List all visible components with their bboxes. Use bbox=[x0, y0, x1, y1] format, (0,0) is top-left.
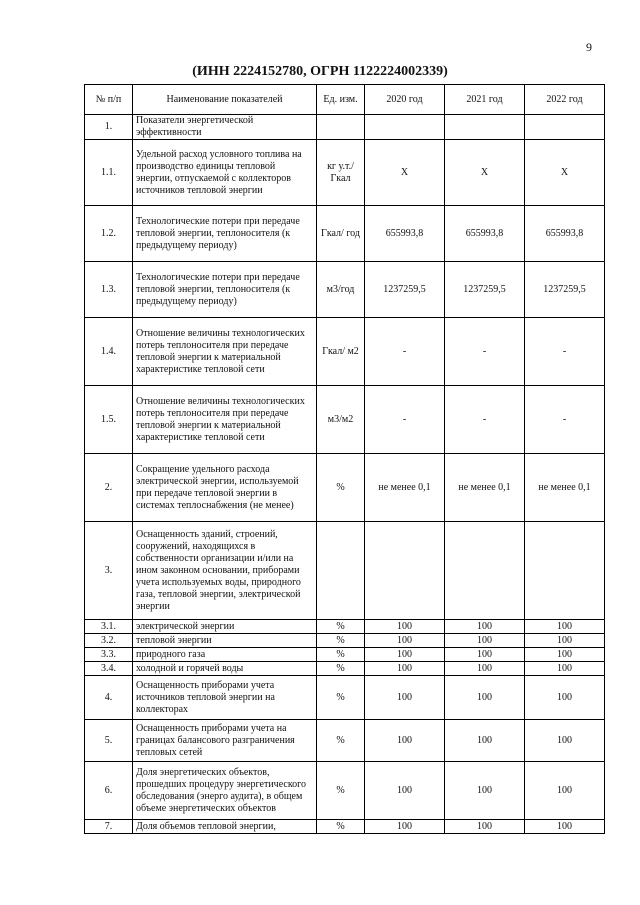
unit bbox=[317, 115, 365, 140]
indicator-name: Удельной расход условного топлива на производство единицы тепловой энергии, отпускаемой с коллекторов источников тепловой энергии bbox=[133, 140, 317, 206]
value-2020: - bbox=[365, 386, 445, 454]
indicator-name: Доля объемов тепловой энергии, bbox=[133, 820, 317, 834]
value-2022: - bbox=[525, 318, 605, 386]
value-2020 bbox=[365, 115, 445, 140]
header-unit: Ед. изм. bbox=[317, 85, 365, 115]
value-2022: не менее 0,1 bbox=[525, 454, 605, 522]
header-num: № п/п bbox=[85, 85, 133, 115]
table-row bbox=[85, 676, 605, 720]
table-row bbox=[85, 662, 605, 676]
row-number: 1.5. bbox=[85, 386, 133, 454]
indicator-name: Оснащенность приборами учета источников тепловой энергии на коллекторах bbox=[133, 676, 317, 720]
row-number: 4. bbox=[85, 676, 133, 720]
value-2021: 1237259,5 bbox=[445, 262, 525, 318]
table-row bbox=[85, 620, 605, 634]
unit: Гкал/ год bbox=[317, 206, 365, 262]
value-2020: не менее 0,1 bbox=[365, 454, 445, 522]
value-2022: 100 bbox=[525, 620, 605, 634]
value-2021: 100 bbox=[445, 820, 525, 834]
value-2020: Х bbox=[365, 140, 445, 206]
row-number: 3.2. bbox=[85, 634, 133, 648]
header-2021: 2021 год bbox=[445, 85, 525, 115]
value-2021: 100 bbox=[445, 762, 525, 820]
table-row bbox=[85, 318, 605, 386]
value-2020: 100 bbox=[365, 634, 445, 648]
header-2022: 2022 год bbox=[525, 85, 605, 115]
indicator-name: Показатели энергетической эффективности bbox=[133, 115, 317, 140]
table-row bbox=[85, 762, 605, 820]
value-2022: Х bbox=[525, 140, 605, 206]
value-2022: 100 bbox=[525, 634, 605, 648]
unit: Гкал/ м2 bbox=[317, 318, 365, 386]
row-number: 3.3. bbox=[85, 648, 133, 662]
indicator-name: электрической энергии bbox=[133, 620, 317, 634]
value-2020: 100 bbox=[365, 720, 445, 762]
indicator-name: Технологические потери при передаче тепловой энергии, теплоносителя (к предыдущему периоду) bbox=[133, 262, 317, 318]
value-2022: 655993,8 bbox=[525, 206, 605, 262]
value-2021: - bbox=[445, 386, 525, 454]
unit: % bbox=[317, 676, 365, 720]
value-2021: не менее 0,1 bbox=[445, 454, 525, 522]
value-2022: 100 bbox=[525, 648, 605, 662]
value-2021: Х bbox=[445, 140, 525, 206]
value-2022: - bbox=[525, 386, 605, 454]
table-row bbox=[85, 206, 605, 262]
row-number: 3. bbox=[85, 522, 133, 620]
value-2021 bbox=[445, 522, 525, 620]
unit: кг у.т./ Гкал bbox=[317, 140, 365, 206]
unit: м3/м2 bbox=[317, 386, 365, 454]
unit: % bbox=[317, 762, 365, 820]
unit: % bbox=[317, 662, 365, 676]
value-2022: 100 bbox=[525, 720, 605, 762]
value-2020: 1237259,5 bbox=[365, 262, 445, 318]
table-row bbox=[85, 720, 605, 762]
row-number: 1.1. bbox=[85, 140, 133, 206]
unit: % bbox=[317, 454, 365, 522]
value-2021: 100 bbox=[445, 720, 525, 762]
indicator-name: Оснащенность зданий, строений, сооружений, находящихся в собственности организации и/или на ином законном основании, приборами учета используемых воды, природного газа, тепловой энергии, электрической энергии bbox=[133, 522, 317, 620]
value-2020: 100 bbox=[365, 676, 445, 720]
row-number: 1.3. bbox=[85, 262, 133, 318]
row-number: 7. bbox=[85, 820, 133, 834]
value-2022: 100 bbox=[525, 662, 605, 676]
indicator-name: Отношение величины технологических потерь теплоносителя при передаче тепловой энергии к материальной характеристике тепловой сети bbox=[133, 386, 317, 454]
indicator-name: Технологические потери при передаче тепловой энергии, теплоносителя (к предыдущему периоду) bbox=[133, 206, 317, 262]
row-number: 2. bbox=[85, 454, 133, 522]
table-row bbox=[85, 522, 605, 620]
indicator-name: природного газа bbox=[133, 648, 317, 662]
table-row bbox=[85, 262, 605, 318]
value-2020: 100 bbox=[365, 820, 445, 834]
value-2020: 100 bbox=[365, 648, 445, 662]
table-row bbox=[85, 386, 605, 454]
row-number: 5. bbox=[85, 720, 133, 762]
value-2020: 100 bbox=[365, 662, 445, 676]
value-2020: - bbox=[365, 318, 445, 386]
unit: % bbox=[317, 620, 365, 634]
indicator-name: тепловой энергии bbox=[133, 634, 317, 648]
table-row bbox=[85, 820, 605, 834]
table-row bbox=[85, 140, 605, 206]
table-row bbox=[85, 454, 605, 522]
value-2021 bbox=[445, 115, 525, 140]
indicator-name: Отношение величины технологических потерь теплоносителя при передаче тепловой энергии к материальной характеристике тепловой сети bbox=[133, 318, 317, 386]
header-name: Наименование показателей bbox=[133, 85, 317, 115]
value-2020: 100 bbox=[365, 620, 445, 634]
document-heading: (ИНН 2224152780, ОГРН 1122224002339) bbox=[192, 64, 448, 79]
row-number: 3.4. bbox=[85, 662, 133, 676]
value-2022 bbox=[525, 115, 605, 140]
unit: м3/год bbox=[317, 262, 365, 318]
row-number: 6. bbox=[85, 762, 133, 820]
value-2021: - bbox=[445, 318, 525, 386]
indicator-name: Оснащенность приборами учета на границах балансового разграничения тепловых сетей bbox=[133, 720, 317, 762]
indicator-name: Сокращение удельного расхода электрической энергии, используемой при передаче тепловой энергии в системах теплоснабжения (не менее) bbox=[133, 454, 317, 522]
value-2021: 100 bbox=[445, 648, 525, 662]
table-row bbox=[85, 648, 605, 662]
table-row bbox=[85, 634, 605, 648]
value-2022: 1237259,5 bbox=[525, 262, 605, 318]
value-2021: 655993,8 bbox=[445, 206, 525, 262]
unit: % bbox=[317, 720, 365, 762]
unit: % bbox=[317, 648, 365, 662]
indicator-name: холодной и горячей воды bbox=[133, 662, 317, 676]
table-row bbox=[85, 115, 605, 140]
row-number: 1.2. bbox=[85, 206, 133, 262]
value-2020: 100 bbox=[365, 762, 445, 820]
row-number: 1. bbox=[85, 115, 133, 140]
unit: % bbox=[317, 820, 365, 834]
unit bbox=[317, 522, 365, 620]
value-2021: 100 bbox=[445, 676, 525, 720]
indicator-name: Доля энергетических объектов, прошедших процедуру энергетического обследования (энерго аудита), в общем объеме энергетических объектов bbox=[133, 762, 317, 820]
page-number: 9 bbox=[586, 40, 592, 54]
indicators-table bbox=[84, 84, 605, 834]
header-2020: 2020 год bbox=[365, 85, 445, 115]
value-2020: 655993,8 bbox=[365, 206, 445, 262]
value-2022: 100 bbox=[525, 820, 605, 834]
table-header-row bbox=[85, 85, 605, 115]
value-2022 bbox=[525, 522, 605, 620]
value-2022: 100 bbox=[525, 762, 605, 820]
row-number: 3.1. bbox=[85, 620, 133, 634]
unit: % bbox=[317, 634, 365, 648]
value-2021: 100 bbox=[445, 620, 525, 634]
row-number: 1.4. bbox=[85, 318, 133, 386]
value-2022: 100 bbox=[525, 676, 605, 720]
value-2021: 100 bbox=[445, 662, 525, 676]
value-2020 bbox=[365, 522, 445, 620]
value-2021: 100 bbox=[445, 634, 525, 648]
